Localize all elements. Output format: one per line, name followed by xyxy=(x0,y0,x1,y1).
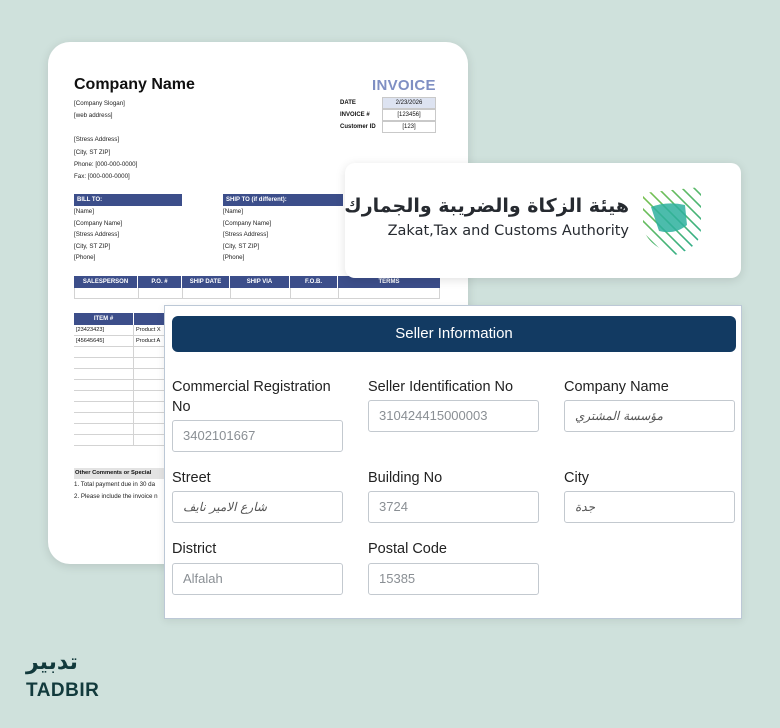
authority-name-english: Zakat,Tax and Customs Authority xyxy=(387,223,629,239)
invoice-company-name: Company Name xyxy=(74,76,195,93)
crn-label: Commercial Registration No xyxy=(172,379,331,415)
seller-information-form xyxy=(164,305,742,619)
ship-to-section xyxy=(223,194,343,264)
order-table xyxy=(74,276,440,299)
brand-logo-arabic: تدبير xyxy=(26,650,78,675)
seller-header: Seller Information xyxy=(172,316,736,352)
bill-to-line: [Phone] xyxy=(74,254,96,261)
brand-logo-english: TADBIR xyxy=(26,680,100,701)
invoice-number-value: [123456] xyxy=(382,109,436,121)
authority-logo-card xyxy=(345,163,741,278)
company-name-field[interactable]: مؤسسة المشتري xyxy=(564,400,735,432)
crn-field[interactable]: 3402101667 xyxy=(172,420,343,452)
district-field[interactable]: Alfalah xyxy=(172,563,343,595)
item-header: ITEM # xyxy=(74,313,134,325)
company-info xyxy=(74,98,137,183)
item-desc: Product A xyxy=(134,336,204,346)
company-city: [City, ST ZIP] xyxy=(74,148,111,156)
building-no-field[interactable]: 3724 xyxy=(368,491,539,523)
company-name-label: Company Name xyxy=(564,379,669,395)
order-header-salesperson: SALESPERSON xyxy=(74,276,138,288)
order-header-terms: TERMS xyxy=(378,279,400,285)
customer-id-label: Customer ID xyxy=(340,124,376,130)
order-header-ship-date: SHIP DATE xyxy=(182,276,230,288)
city-label: City xyxy=(564,470,589,486)
bill-to-line: [Company Name] xyxy=(74,219,123,227)
comment-line: 1. Total payment due in 30 da xyxy=(74,481,156,488)
authority-name-arabic: هيئة الزكاة والضريبة والجمارك xyxy=(344,195,629,217)
ship-to-line: [Stress Address] xyxy=(223,231,269,238)
invoice-meta xyxy=(340,97,440,133)
company-phone: Phone: [000-000-0000] xyxy=(74,160,138,168)
item-desc: Product X xyxy=(134,325,204,335)
ship-to-line: [City, ST ZIP] xyxy=(223,242,260,250)
ship-to-header: SHIP TO (if different): xyxy=(223,194,343,206)
company-web: [web address] xyxy=(74,112,113,120)
bill-to-header: BILL TO: xyxy=(74,194,182,206)
building-no-label: Building No xyxy=(368,470,443,486)
date-value: 2/23/2026 xyxy=(382,97,436,109)
invoice-number-label: INVOICE # xyxy=(340,112,370,118)
ship-to-line: [Name] xyxy=(223,208,243,215)
order-header-fob: F.O.B. xyxy=(290,276,338,288)
item-id: [45645645] xyxy=(74,336,134,346)
company-street: [Stress Address] xyxy=(74,136,120,144)
street-field[interactable]: شارع الامير نايف xyxy=(172,491,343,523)
city-field[interactable]: جدة xyxy=(564,491,735,523)
company-fax: Fax: [000-000-0000] xyxy=(74,173,130,181)
invoice-title: INVOICE xyxy=(372,77,436,94)
order-header-ship-via: SHIP VIA xyxy=(230,276,290,288)
seller-id-label: Seller Identification No xyxy=(368,379,514,395)
customer-id-value: [123] xyxy=(382,121,436,133)
order-header-po: P.O. # xyxy=(138,276,182,288)
postal-code-label: Postal Code xyxy=(368,541,447,557)
district-label: District xyxy=(172,541,217,557)
date-label: DATE xyxy=(340,100,356,106)
bill-to-section xyxy=(74,194,182,264)
street-label: Street xyxy=(172,470,211,486)
zatca-shield-icon xyxy=(637,185,707,257)
comment-line: 2. Please include the invoice n xyxy=(74,493,158,500)
item-id: [23423423] xyxy=(74,325,134,335)
company-slogan: [Company Slogan] xyxy=(74,100,125,107)
ship-to-line: [Company Name] xyxy=(223,219,272,227)
postal-code-field[interactable]: 15385 xyxy=(368,563,539,595)
bill-to-line: [City, ST ZIP] xyxy=(74,242,111,250)
seller-id-field[interactable]: 310424415000003 xyxy=(368,400,539,432)
bill-to-line: [Name] xyxy=(74,208,94,215)
bill-to-line: [Stress Address] xyxy=(74,231,120,238)
ship-to-line: [Phone] xyxy=(223,254,245,261)
comments-header: Other Comments or Special xyxy=(74,468,204,479)
